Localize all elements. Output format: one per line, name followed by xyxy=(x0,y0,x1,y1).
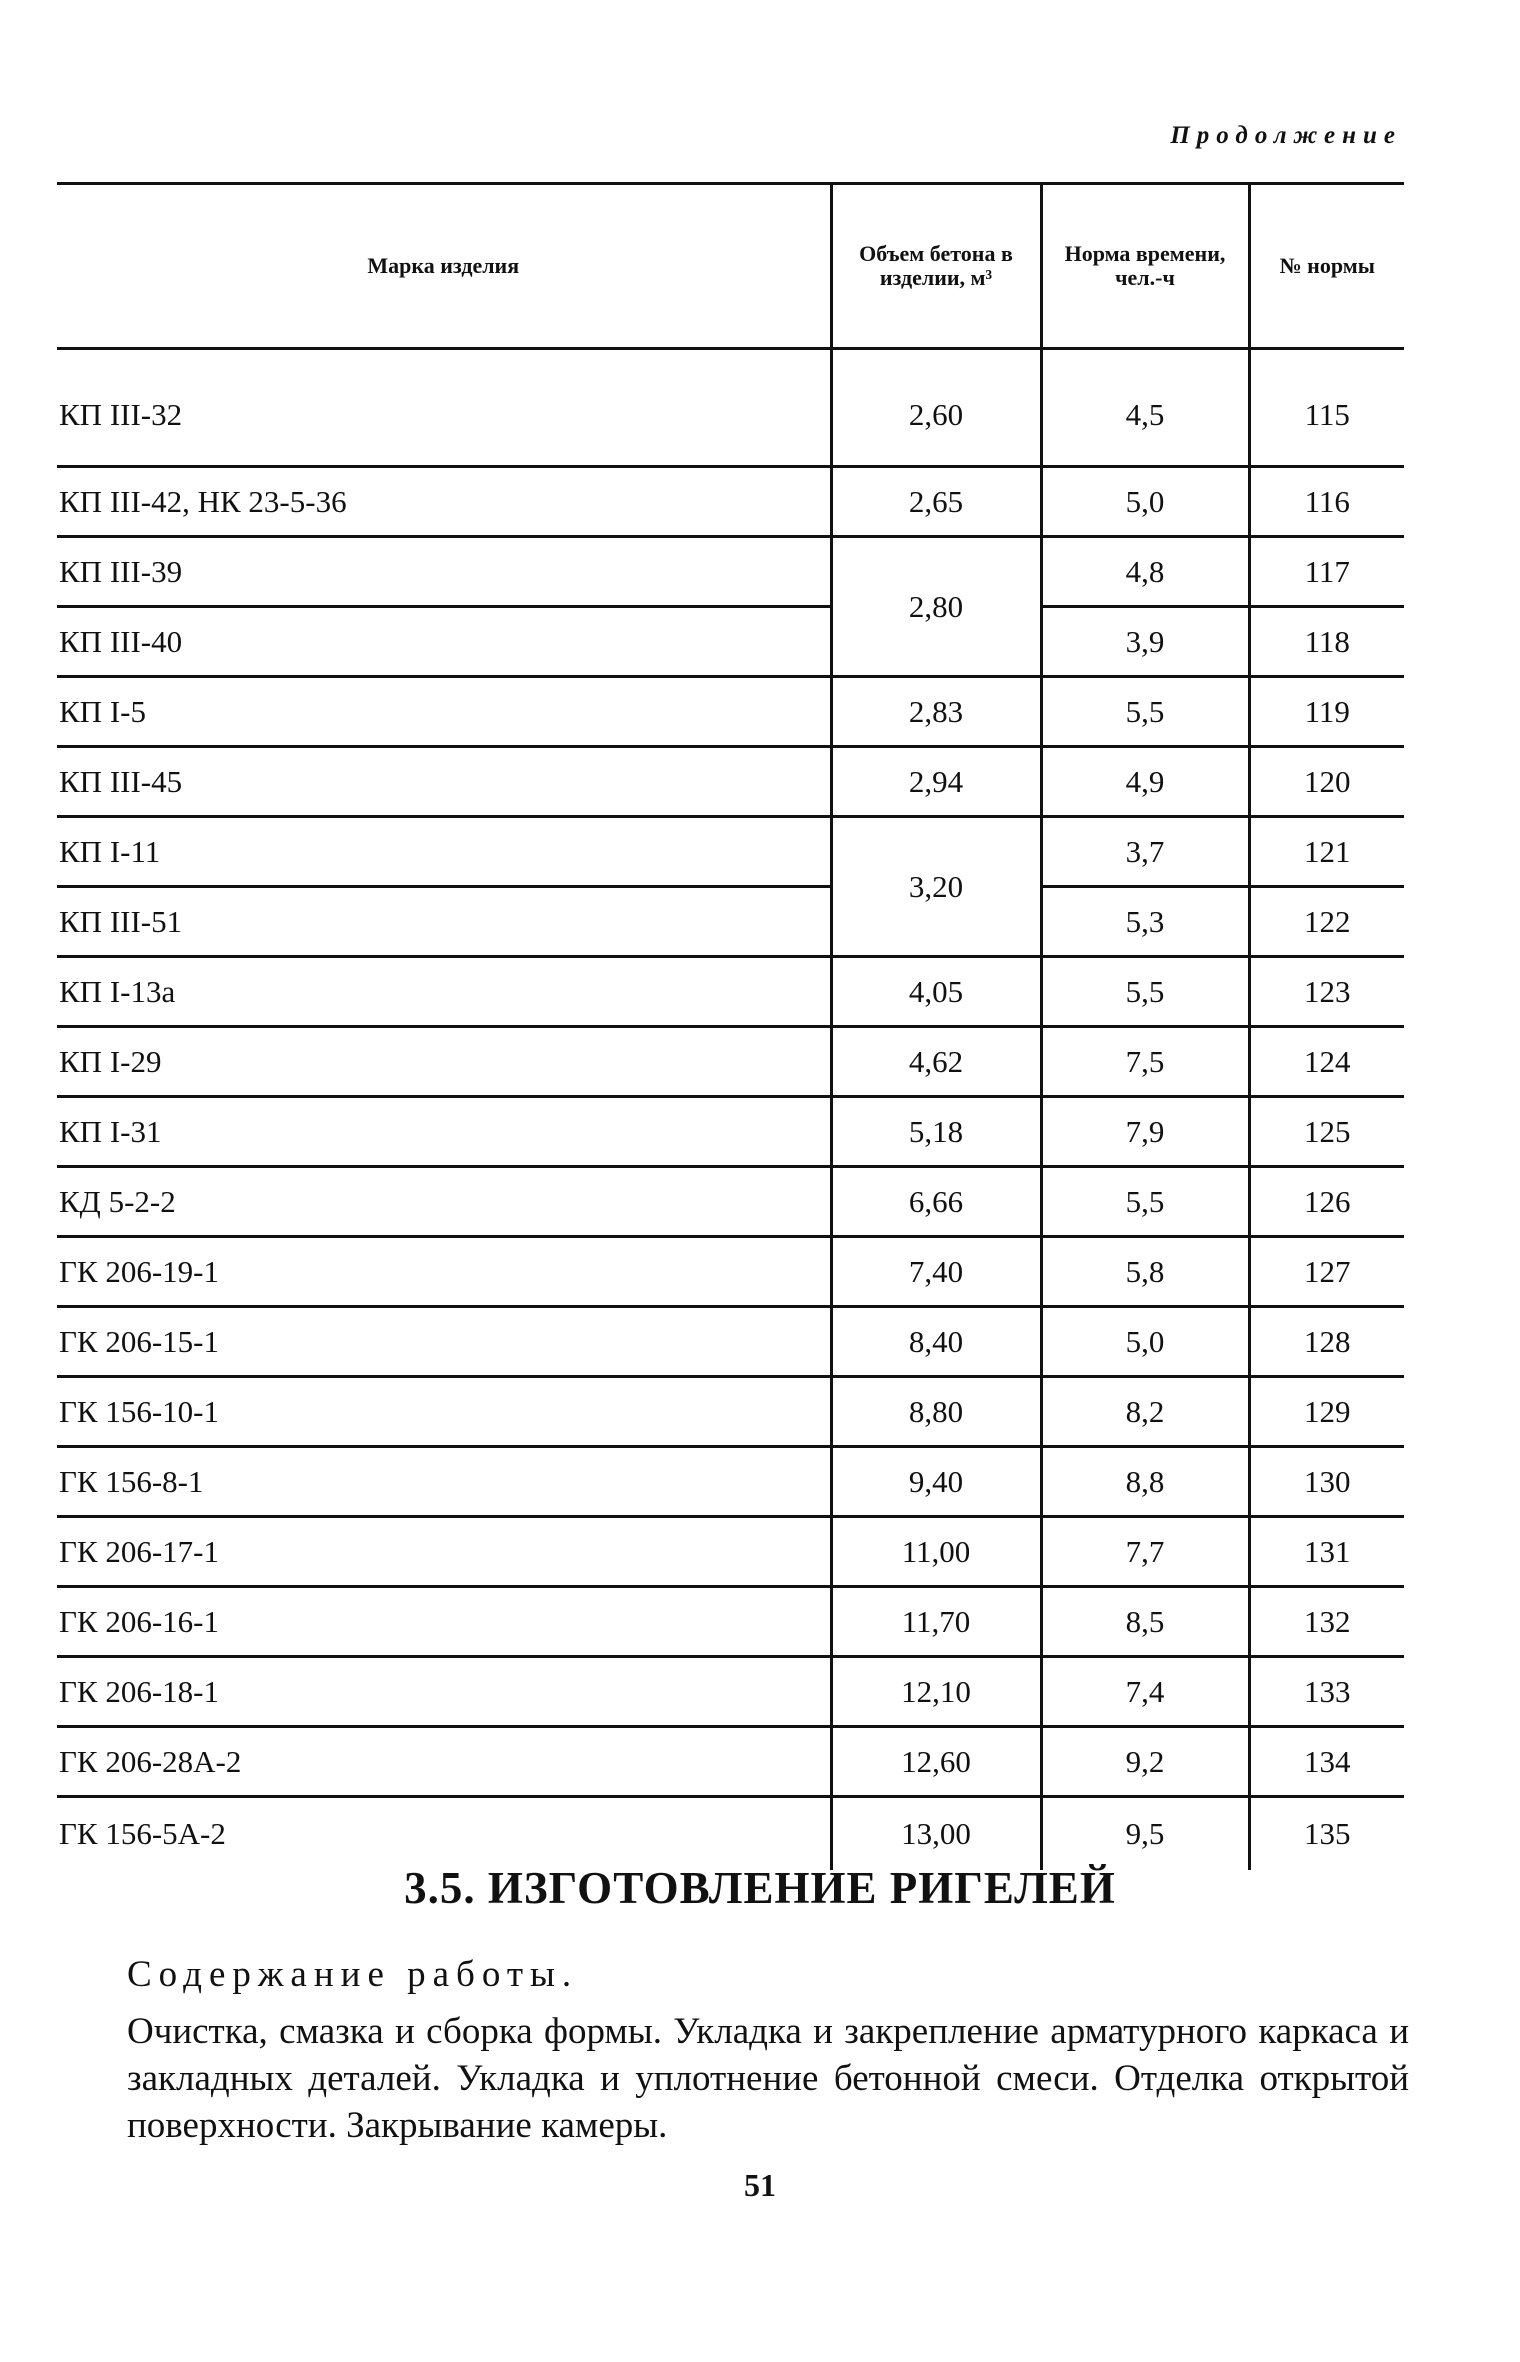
table-row xyxy=(57,1027,1404,1097)
cell-mark: КП I-11 xyxy=(57,817,831,887)
table-row xyxy=(57,467,1404,537)
cell-mark: ГК 206-16-1 xyxy=(57,1587,831,1657)
cell-number: 134 xyxy=(1249,1727,1404,1797)
cell-mark: ГК 156-8-1 xyxy=(57,1447,831,1517)
cell-mark: КП I-31 xyxy=(57,1097,831,1167)
cell-volume: 8,40 xyxy=(831,1307,1041,1377)
table-header-row xyxy=(57,184,1404,349)
cell-number: 123 xyxy=(1249,957,1404,1027)
cell-norm: 9,5 xyxy=(1041,1797,1249,1871)
cell-norm: 5,0 xyxy=(1041,1307,1249,1377)
cell-norm: 5,8 xyxy=(1041,1237,1249,1307)
table-row xyxy=(57,1237,1404,1307)
cell-number: 127 xyxy=(1249,1237,1404,1307)
cell-number: 130 xyxy=(1249,1447,1404,1517)
cell-norm: 8,5 xyxy=(1041,1587,1249,1657)
cell-norm: 3,7 xyxy=(1041,817,1249,887)
cell-number: 120 xyxy=(1249,747,1404,817)
cell-volume: 11,00 xyxy=(831,1517,1041,1587)
cell-mark: КП I-13а xyxy=(57,957,831,1027)
cell-number: 124 xyxy=(1249,1027,1404,1097)
cell-volume: 2,83 xyxy=(831,677,1041,747)
cell-number: 128 xyxy=(1249,1307,1404,1377)
cell-volume: 7,40 xyxy=(831,1237,1041,1307)
cell-number: 133 xyxy=(1249,1657,1404,1727)
cell-number: 126 xyxy=(1249,1167,1404,1237)
table-row xyxy=(57,1517,1404,1587)
cell-mark: КП III-51 xyxy=(57,887,831,957)
table-row xyxy=(57,1797,1404,1871)
cell-volume: 6,66 xyxy=(831,1167,1041,1237)
table-row xyxy=(57,1307,1404,1377)
table-row xyxy=(57,1097,1404,1167)
cell-mark: ГК 206-28А-2 xyxy=(57,1727,831,1797)
cell-mark: КП I-29 xyxy=(57,1027,831,1097)
continuation-label: Продолжение xyxy=(1170,122,1402,149)
norms-table xyxy=(57,182,1404,1870)
table-row xyxy=(57,1727,1404,1797)
cell-volume: 5,18 xyxy=(831,1097,1041,1167)
cell-number: 122 xyxy=(1249,887,1404,957)
cell-mark: КП III-42, НК 23-5-36 xyxy=(57,467,831,537)
cell-mark: КП III-32 xyxy=(57,349,831,467)
cell-mark: КП I-5 xyxy=(57,677,831,747)
cell-mark: ГК 206-19-1 xyxy=(57,1237,831,1307)
table-row xyxy=(57,887,1404,957)
table-row xyxy=(57,1587,1404,1657)
header-mark: Марка изделия xyxy=(57,184,831,349)
cell-volume: 2,60 xyxy=(831,349,1041,467)
section-subtitle: Содержание работы. xyxy=(127,1954,579,1995)
cell-mark: КП III-39 xyxy=(57,537,831,607)
table-row xyxy=(57,537,1404,607)
cell-volume: 3,20 xyxy=(831,817,1041,957)
table-row xyxy=(57,957,1404,1027)
cell-volume: 4,62 xyxy=(831,1027,1041,1097)
cell-volume: 4,05 xyxy=(831,957,1041,1027)
table-row xyxy=(57,677,1404,747)
table-row xyxy=(57,1377,1404,1447)
cell-volume: 9,40 xyxy=(831,1447,1041,1517)
table-row xyxy=(57,1657,1404,1727)
cell-number: 119 xyxy=(1249,677,1404,747)
cell-number: 135 xyxy=(1249,1797,1404,1871)
page-number: 51 xyxy=(744,2167,776,2203)
cell-volume: 11,70 xyxy=(831,1587,1041,1657)
cell-norm: 7,4 xyxy=(1041,1657,1249,1727)
cell-norm: 5,5 xyxy=(1041,1167,1249,1237)
table-row xyxy=(57,1447,1404,1517)
table-row xyxy=(57,607,1404,677)
table-body xyxy=(57,349,1404,1871)
cell-mark: КП III-45 xyxy=(57,747,831,817)
cell-mark: ГК 156-5А-2 xyxy=(59,1816,226,1851)
section-title: 3.5. ИЗГОТОВЛЕНИЕ РИГЕЛЕЙ xyxy=(404,1863,1116,1913)
cell-mark: ГК 156-10-1 xyxy=(57,1377,831,1447)
cell-volume: 2,94 xyxy=(831,747,1041,817)
cell-norm: 4,9 xyxy=(1041,747,1249,817)
header-number: № нормы xyxy=(1249,184,1404,349)
cell-volume: 8,80 xyxy=(831,1377,1041,1447)
cell-number: 116 xyxy=(1249,467,1404,537)
cell-mark: ГК 206-17-1 xyxy=(57,1517,831,1587)
cell-mark: КП III-40 xyxy=(57,607,831,677)
table-row xyxy=(57,1167,1404,1237)
section-text: Очистка, смазка и сборка формы. Укладка и закрепление арматурного каркаса и закладных деталей. Укладка и уплотнение бетонной смеси. Отделка открытой поверхности. Закрывание камеры. xyxy=(127,2011,1409,2146)
cell-mark: ГК 206-18-1 xyxy=(57,1657,831,1727)
cell-norm: 7,7 xyxy=(1041,1517,1249,1587)
cell-mark: ГК 206-15-1 xyxy=(57,1307,831,1377)
cell-number: 132 xyxy=(1249,1587,1404,1657)
cell-number: 121 xyxy=(1249,817,1404,887)
cell-number: 125 xyxy=(1249,1097,1404,1167)
table-row xyxy=(57,817,1404,887)
cell-norm: 5,5 xyxy=(1041,957,1249,1027)
header-volume: Объем бетона в изделии, м³ xyxy=(831,184,1041,349)
cell-mark: КД 5-2-2 xyxy=(57,1167,831,1237)
cell-norm: 5,3 xyxy=(1041,887,1249,957)
cell-volume: 13,00 xyxy=(831,1797,1041,1871)
cell-volume: 12,60 xyxy=(831,1727,1041,1797)
header-norm: Норма времени, чел.-ч xyxy=(1041,184,1249,349)
cell-norm: 3,9 xyxy=(1041,607,1249,677)
cell-number: 117 xyxy=(1249,537,1404,607)
cell-volume: 2,65 xyxy=(831,467,1041,537)
cell-norm: 8,8 xyxy=(1041,1447,1249,1517)
table-row xyxy=(57,349,1404,467)
cell-norm: 4,5 xyxy=(1041,349,1249,467)
cell-norm: 5,5 xyxy=(1041,677,1249,747)
cell-norm: 4,8 xyxy=(1041,537,1249,607)
cell-norm: 8,2 xyxy=(1041,1377,1249,1447)
cell-number: 131 xyxy=(1249,1517,1404,1587)
cell-volume: 12,10 xyxy=(831,1657,1041,1727)
cell-norm: 5,0 xyxy=(1041,467,1249,537)
cell-volume: 2,80 xyxy=(831,537,1041,677)
cell-number: 118 xyxy=(1249,607,1404,677)
cell-norm: 7,5 xyxy=(1041,1027,1249,1097)
cell-norm: 7,9 xyxy=(1041,1097,1249,1167)
table-row xyxy=(57,747,1404,817)
cell-number: 129 xyxy=(1249,1377,1404,1447)
cell-number: 115 xyxy=(1249,349,1404,467)
cell-norm: 9,2 xyxy=(1041,1727,1249,1797)
